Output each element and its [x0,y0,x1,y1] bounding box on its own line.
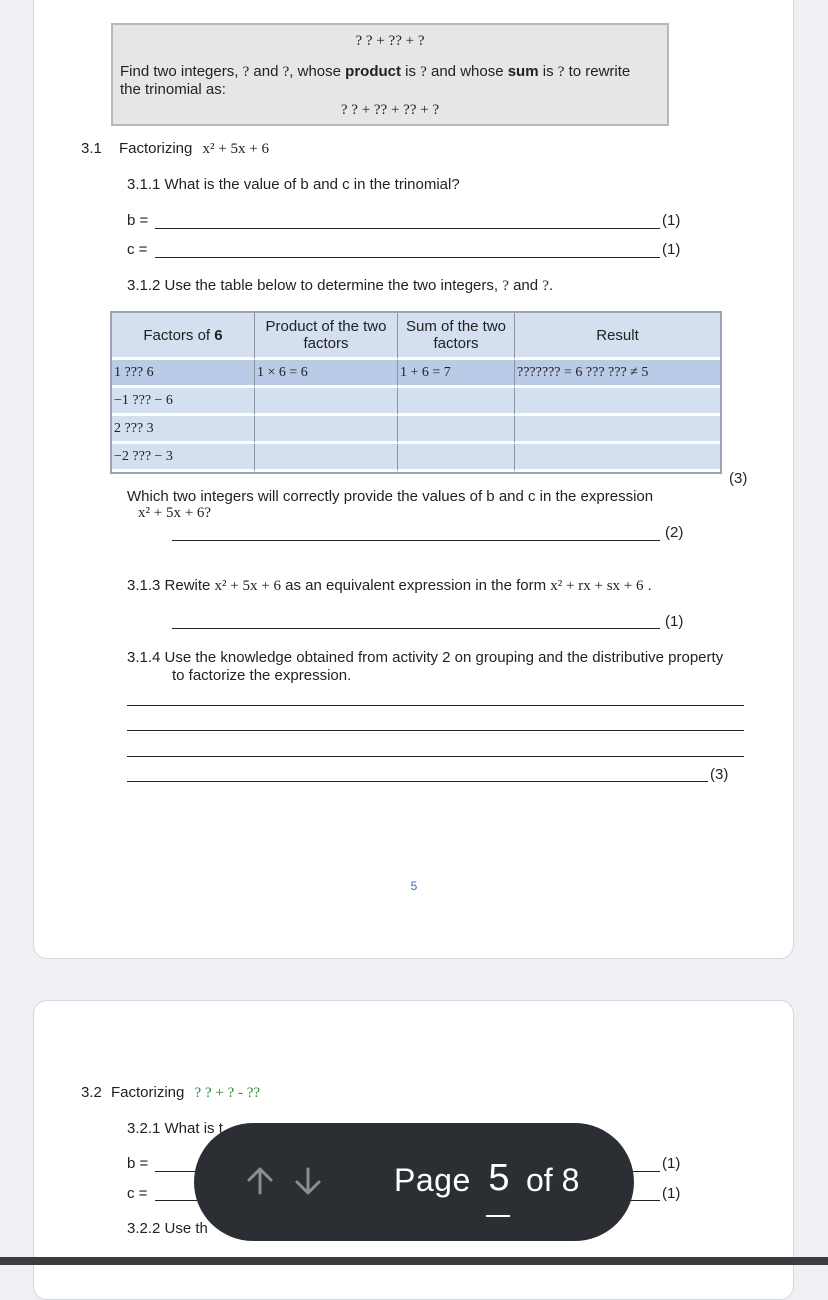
cell-result[interactable] [515,416,720,444]
header-sum: Sum of the two factors [398,313,515,360]
factorize-answer-line-2[interactable] [127,730,744,731]
c-answer-line[interactable] [155,257,660,258]
mark-rewrite: (1) [665,613,684,630]
mark-b: (1) [662,212,681,229]
page-number: 5 [410,879,418,893]
page-navigator [194,1123,634,1241]
previous-page-button[interactable] [242,1163,278,1199]
table-row [112,360,720,388]
b-label-3-2: b = [127,1155,149,1172]
cell-factors: 1 ??? 6 [112,360,255,388]
cell-sum[interactable] [398,388,515,416]
question-3-2-1: 3.2.1 What is t [127,1120,223,1137]
cell-result[interactable] [515,444,720,472]
table-row [112,388,720,416]
mark-c: (1) [662,241,681,258]
arrow-up-icon [242,1163,278,1199]
rewrite-answer-line[interactable] [172,628,660,629]
section-3-1-title: Factorizing x² + 5x + 6 [119,140,269,157]
mark-b-3-2: (1) [662,1155,681,1172]
which-expression: x² + 5x + 6? [138,505,212,521]
factorize-answer-line-4[interactable] [127,781,708,782]
question-3-1-3: 3.1.3 Rewite x² + 5x + 6 as an equivalent expression in the form x² + rx + sx + 6 . [127,577,652,594]
b-answer-line[interactable] [155,228,660,229]
table-row [112,444,720,472]
page-total: of 8 [526,1162,580,1198]
section-3-2-title: Factorizing ? ? + ? - ?? [111,1084,261,1101]
cell-sum: 1 + 6 = 7 [398,360,515,388]
factorize-answer-line-3[interactable] [127,756,744,757]
current-page-input[interactable]: 5 [488,1157,510,1199]
c-label: c = [127,241,148,258]
cell-result[interactable] [515,388,720,416]
next-page-button[interactable] [290,1163,326,1199]
cell-product: 1 × 6 = 6 [255,360,398,388]
trinomial-general-form: ? ? + ?? + ? [355,33,425,49]
cell-sum[interactable] [398,416,515,444]
cell-result: ??????? = 6 ??? ??? ≠ 5 [515,360,720,388]
bottom-toolbar-edge [0,1257,828,1265]
instruction-box [111,23,669,126]
table-row [112,416,720,444]
instruction-text: Find two integers, ? and ?, whose product is ? and whose sum is ? to rewrite the trinomial as: [120,63,631,98]
cell-factors: −1 ??? − 6 [112,388,255,416]
question-which-integers: Which two integers will correctly provide the values of b and c in the expression [127,488,654,505]
factors-table [110,311,722,474]
trinomial-rewritten-form: ? ? + ?? + ?? + ? [340,102,440,118]
factorize-answer-line-1[interactable] [127,705,744,706]
page-label: Page [394,1162,471,1198]
section-3-1-expression: x² + 5x + 6 [202,141,269,157]
current-page-underline [486,1215,510,1217]
section-3-2-number: 3.2 [81,1084,102,1101]
mark-table: (3) [729,470,748,487]
mark-which: (2) [665,524,684,541]
cell-product[interactable] [255,388,398,416]
b-label: b = [127,212,149,229]
which-answer-line[interactable] [172,540,660,541]
question-3-2-2: 3.2.2 Use th [127,1220,208,1237]
header-result: Result [515,313,720,360]
cell-sum[interactable] [398,444,515,472]
header-factors: Factors of 6 [112,313,255,360]
section-3-2-expression: ? ? + ? - ?? [194,1085,261,1101]
c-label-3-2: c = [127,1185,148,1202]
header-product: Product of the two factors [255,313,398,360]
cell-product[interactable] [255,444,398,472]
mark-factorize: (3) [710,766,729,783]
question-3-1-2: 3.1.2 Use the table below to determine the two integers, ? and ?. [127,277,554,294]
question-3-1-4-line1: 3.1.4 Use the knowledge obtained from activity 2 on grouping and the distributive property [127,649,724,666]
cell-factors: −2 ??? − 3 [112,444,255,472]
question-3-1-1: 3.1.1 What is the value of b and c in the trinomial? [127,176,460,193]
cell-product[interactable] [255,416,398,444]
question-3-1-4-line2: to factorize the expression. [172,667,352,684]
section-3-1-number: 3.1 [81,140,102,157]
mark-c-3-2: (1) [662,1185,681,1202]
table-header-row [112,313,720,360]
arrow-down-icon [290,1163,326,1199]
cell-factors: 2 ??? 3 [112,416,255,444]
